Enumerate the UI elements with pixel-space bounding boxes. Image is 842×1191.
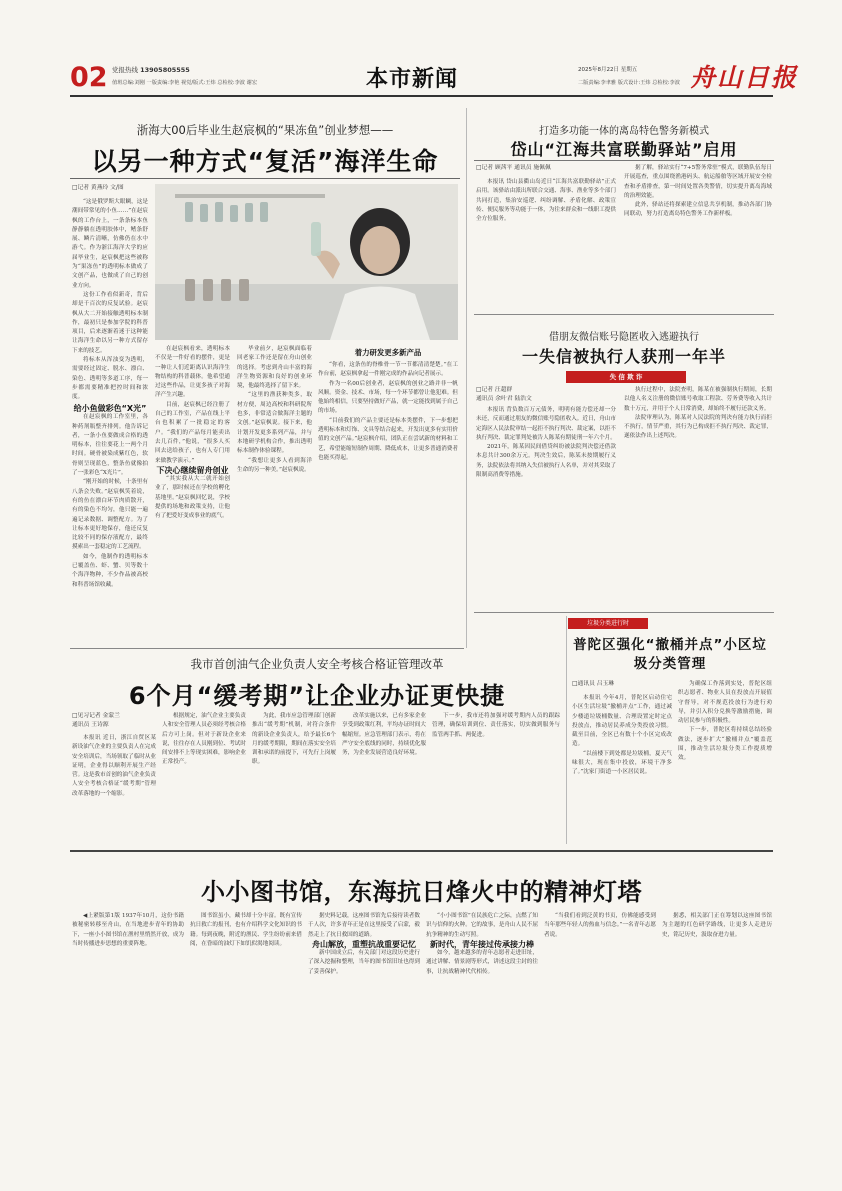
story3-col2 — [624, 386, 772, 604]
story5-byline: □见习记者 金蒙兰 通讯员 王诗源 — [72, 713, 120, 728]
story4-byline: □通讯员 吕玉琳 — [572, 681, 615, 687]
story5-p5: 下一步，我市还将加强对缓考期内人员的跟踪管理，确保培训到位、责任落实，切实做到服务与监管两手抓、两促进。 — [432, 713, 560, 738]
story4-col2 — [678, 680, 772, 842]
story2-bottom-rule — [474, 314, 774, 315]
story2-byline: □记者 顾茜平 通讯员 施佩佩 — [476, 165, 551, 171]
hotline-number: 13905805555 — [140, 66, 190, 74]
story5-col1 — [72, 734, 156, 842]
story5-p3: 为此，我市应急管理部门创新推出“缓考期”机制，对符合条件的新设企业负责人，给予最长6个月的缓考期限，期间在落实安全培训和承诺的前提下，可先行上岗履职。 — [252, 713, 336, 766]
story6-p3: 据史料记载，这座图书馆先后接待读者数千人次，许多青年正是在这里接受了启蒙，毅然走上了抗日救国的道路。 — [308, 913, 420, 938]
story6-subhead2: 新时代，青年接过传承接力棒 — [430, 939, 534, 949]
story4-title: 普陀区强化“撤桶并点”小区垃圾分类管理 — [573, 637, 767, 672]
story5-p4: 改革实施以来，已有多家企业享受到政策红利，平均办证时间大幅缩短。应急管理部门表示，将在严守安全底线的同时，持续优化服务，为企业发展营造良好环境。 — [342, 713, 426, 757]
story1-byline: □记者 黄燕玲 文/图 — [72, 185, 124, 191]
story5-col5 — [432, 712, 560, 842]
story1-p15: “目前我们的产品主要还是标本类摆件，下一步想把透明标本和灯饰、文具等结合起来，开发出更多有实用价值的文创产品。”赵宸枫介绍，团队正在尝试新的材料和工艺，希望能缩短制作周期、降低成本，让更多普通消费者也能买得起。 — [318, 417, 458, 461]
story5-title: 6个月“缓考期”让企业办证更快捷 — [128, 682, 506, 710]
story6-col6 — [662, 912, 772, 1148]
header-hotline — [112, 65, 190, 74]
story6-p4: 新中国成立后，有关部门对这段历史进行了深入挖掘和整理，当年的图书馆旧址也得到了妥善保护。 — [308, 950, 420, 975]
story3-byline: □记者 汪超群 通讯员 余叶君 陆浩文 — [476, 387, 532, 402]
story1-subhead2: 下决心继续留舟创业 — [156, 465, 229, 475]
story1-p8: 目前，赵宸枫已经注册了自己的工作室，产品在线上平台也积累了一批稳定的客户。“我们的产品每月能卖出去几百件，”他说，“很多人买回去送给孩子，也有人专门用来做教学演示。” — [155, 401, 230, 464]
story4-p1: 本报讯 今年4月，普陀区启动住宅小区生活垃圾“撤桶并点”工作，通过减少楼道垃圾桶数量、合理设置定时定点投放点，推动居民养成分类投放习惯。截至目前，全区已有数十个小区完成改造。 — [572, 695, 672, 748]
story1-p3: 将标本从浑浊变为透明，需要经过固定、脱水、漂白、染色、透明等多道工序，每一步都需要精准把控时间和浓度。 — [72, 357, 148, 401]
story5-col2 — [162, 712, 246, 842]
header-editors-right: 二版责编:李聿雅 版式设计:王炜 总检校:李波 — [578, 80, 680, 86]
story1-p6: 如今，他制作的透明标本已覆盖鱼、虾、蟹、贝等数十个海洋物种，不少作品被高校和科普场馆收藏。 — [72, 553, 148, 588]
story5-p2: 根据规定，油气企业主要负责人和安全管理人员必须经考核合格后方可上岗。但对于新设企业来说，往往存在人员刚到位、考试时间安排不上等现实困难，影响企业正常投产。 — [162, 713, 246, 766]
story4-badge: 垃圾分类进行时 — [568, 618, 648, 629]
story1-col5 — [318, 361, 458, 536]
story1-p5: “刚开始的时候，十条里有八条会失败。”赵宸枫笑着说，有的鱼在漂白环节肉质散开，有的染色不均匀，他只能一遍遍记录数据、调整配方。为了让标本更好地保存，他还反复比较不同的保存液配方，最终摸索出一套稳定的工艺流程。 — [72, 479, 148, 551]
story1-p13: “你看，这条鱼的脊椎骨一节一节都清清楚楚。”在工作台前，赵宸枫拿起一件刚完成的作品向记者展示。 — [318, 362, 458, 378]
lab-photo-illustration — [155, 184, 458, 340]
story1-photo — [155, 184, 458, 340]
story3-p4: 法院审理认为，陈某对人民法院的判决有能力执行而拒不执行，情节严重，其行为已构成拒不执行判决、裁定罪，遂依法作出上述判决。 — [624, 414, 772, 440]
story2-kicker: 打造多功能一体的离岛特色警务新模式 — [539, 126, 709, 137]
story6-p1: ◀上紧版第1版 1937年10月，这份书籍被秘密转移至舟山，在当地进步青年的协助下，一座小小图书馆在渔村里悄然开放，成为当时传播进步思想的重要阵地。 — [72, 913, 184, 947]
story1-kicker: 浙海大00后毕业生赵宸枫的“果冻鱼”创业梦想—— — [136, 123, 394, 137]
story4-p2: “以前楼下到处都是垃圾桶，夏天气味很大，现在集中投放，环境干净多了。”沈家门街道一小区居民说。 — [572, 750, 672, 776]
story5-top-rule — [70, 648, 464, 649]
story1-col3 — [155, 345, 230, 536]
story1-title-rule — [70, 178, 460, 179]
divider-lower — [566, 616, 567, 844]
story1-photo-caption: 着力研发更多新产品 — [354, 348, 422, 357]
story1-p11: “这里的渔获种类多，取材方便，周边高校和科研院所也多，非常适合做海洋主题的文创。”赵宸枫说。接下来，他计划开发更多系列产品，并与本地研学机构合作，推出透明标本制作体验课程。 — [237, 392, 312, 455]
story1-p9: “其实我从大二就开始创业了，那时候还在学校的孵化基地里。”赵宸枫回忆说，学校提供的场地和政策支持，让他有了把爱好变成事业的底气。 — [155, 476, 230, 520]
story5-p1: 本报讯 近日，浙江自贸区某新设油气企业的主要负责人在完成安全培训后，当场领取了临时从业证明，企业得以顺利开展生产经营。这是我市首创的油气企业负责人安全考核合格证“缓考期”管理改革落地的一个缩影。 — [72, 735, 156, 797]
story4-p4: 下一步，普陀区将持续总结经验做法，逐步扩大“撤桶并点”覆盖范围，推动生活垃圾分类工作提质增效。 — [678, 727, 772, 762]
story6-p8: 据悉，相关部门正在筹划以这座图书馆为主题的红色研学路线，让更多人走进历史，铭记历史，汲取奋进力量。 — [662, 913, 772, 938]
divider-main — [466, 108, 467, 648]
story1-subhead1: 给小鱼做彩色“X光” — [73, 404, 147, 413]
story3-tag: 失 信 欺 诈 — [566, 371, 686, 383]
story2-p3: 此外，驿站还将探索建立信息共享机制，推动各部门协同联动，努力打造离岛特色警务工作新样板。 — [624, 202, 772, 218]
hotline-label: 党报热线 — [112, 66, 138, 74]
story1-p12: “我想让更多人看到海洋生命的另一种美。”赵宸枫说。 — [237, 457, 312, 473]
story6-p5: “小小图书馆”在民族危亡之际，点燃了知识与信仰的火种。它的故事，是舟山人民不屈抗争精神的生动写照。 — [426, 913, 538, 938]
story1-col2-text — [72, 404, 148, 588]
story3-p3: 执行过程中，法院查明，陈某在被强制执行期间，长期以他人名义注册的微信账号收取工程款、劳务费等收入共计数十万元，并用于个人日常消费，却始终不履行还款义务。 — [624, 387, 772, 412]
story6-col1 — [72, 912, 184, 1148]
section-title: 本市新闻 — [365, 67, 458, 92]
story6-col5 — [544, 912, 656, 1148]
page-number: 02 — [70, 62, 108, 93]
story3-bottom-rule — [474, 612, 774, 613]
story1-p14: 作为一名00后创业者，赵宸枫的创业之路并非一帆风顺。资金、技术、市场，每一个环节都曾让他犯难。但他始终相信，只要坚持做好产品，就一定能找到属于自己的市场。 — [318, 380, 458, 415]
story2-title: 岱山“江海共富联勤驿站”启用 — [510, 140, 738, 159]
story6-top-rule — [70, 850, 773, 852]
paper-logo: 舟山日报 — [690, 63, 799, 92]
story2-col2 — [624, 164, 772, 303]
story1-title: 以另一种方式“复活”海洋生命 — [91, 147, 439, 176]
story1-col4 — [237, 345, 312, 536]
story6-col4 — [426, 912, 538, 1148]
story1-p1: “这是俄罗斯大眼鲷，这是潮间带常见的小鱼……”在赵宸枫的工作台上，一条条标本鱼静静躺在透明胶体中，鳍条舒展、鳞片清晰，仿佛仍在水中游弋。作为浙江海洋大学的应届毕业生，赵宸枫把这些被称为“果冻鱼”的透明标本做成了文创产品，也做成了自己的创业方向。 — [72, 199, 148, 289]
story6-p6: 如今，越来越多的青年志愿者走进旧址，通过讲解、情景剧等形式，讲述这段尘封的往事，让抗战精神代代相传。 — [426, 950, 538, 975]
story2-p2: 据了解，驿站实行“7+5警务常驻”模式，联勤队伍每日开展巡查，重点围绕渔港码头、航运船舶等区域开展安全检查和矛盾排查，第一时间处置各类警情，切实提升离岛海域的治理效能。 — [624, 165, 772, 199]
story5-col3 — [252, 712, 336, 842]
header-date: 2025年8月22日 星期五 — [578, 67, 638, 73]
story1-p7: 在赵宸枫看来，透明标本不仅是一件好看的摆件，更是一种让人们近距离认识海洋生物结构的科普载体。他希望通过这些作品，让更多孩子对海洋产生兴趣。 — [155, 346, 230, 399]
story2-col1 — [476, 178, 616, 303]
story3-kicker: 借朋友微信账号隐匿收入逃避执行 — [549, 332, 699, 343]
story6-col3 — [308, 912, 420, 1148]
story6-title: 小小图书馆，东海抗日烽火中的精神灯塔 — [201, 878, 642, 906]
story2-p1: 本报讯 岱山县衢山岛近日“江海共富联勤驿站”正式启用。该驿站由派出所联合交通、海事、渔业等多个部门共同打造，集治安巡逻、纠纷调解、矛盾化解、政策宣传、便民服务等功能于一体，为往来群众和一线职工提供全方位服务。 — [476, 179, 616, 223]
header-editors: 值班总编:刘刚 一版责编:李艳 视觉/版式:王炜 总检校:李波 谢宏 — [112, 80, 258, 86]
story4-col1 — [572, 694, 672, 842]
story4-p3: 为确保工作落到实处，普陀区组织志愿者、物业人员在投放点开展值守督导，对不规范投放行为进行劝导，并引入积分兑换等激励措施，调动居民参与的积极性。 — [678, 681, 772, 725]
story6-p2: 图书馆虽小，藏书却十分丰富。既有宣传抗日救亡的报刊，也有介绍科学文化知识的书籍。每到夜晚，附近的渔民、学生纷纷前来借阅，在昏暗的油灯下如饥似渴地阅读。 — [190, 913, 302, 947]
story1-p2: 这份工作看似新奇，背后却是千百次的反复试验。赵宸枫从大二开始接触透明标本制作，最初只是参加学院的科普项目，后来逐渐着迷于这种能让海洋生命以另一种方式留存下来的技艺。 — [72, 291, 148, 354]
story6-subhead1: 舟山解放，重塑抗战重要记忆 — [312, 939, 416, 949]
story3-p2: 2021年，陈某因民间借贷纠纷被法院判决偿还借款本息共计300余万元。判决生效后，陈某未按期履行义务，法院依法将其纳入失信被执行人名单，并对其采取了限制高消费等措施。 — [476, 444, 616, 479]
story6-p7: “当我们看到泛黄的书页，仿佛能感受到当年那些年轻人的热血与信念。”一名青年志愿者说。 — [544, 913, 656, 938]
story1-p10: 毕业前夕，赵宸枫面临着回老家工作还是留在舟山创业的选择。考虑到舟山丰富的海洋生物资源和良好的创业环境，他最终选择了留下来。 — [237, 346, 312, 390]
story2-rule — [474, 160, 774, 161]
story3-p1: 本报讯 背负数百万元债务，明明有能力偿还却一分未还，反而通过朋友的微信账号隐匿收入。近日，舟山市定海区人民法院审结一起拒不执行判决、裁定案，以拒不执行判决、裁定罪判处被告人陈某有期徒刑一年六个月。 — [476, 407, 616, 441]
story6-col2 — [190, 912, 302, 1148]
story5-kicker: 我市首创油气企业负责人安全考核合格证管理改革 — [190, 657, 444, 671]
header-rule — [70, 95, 773, 97]
story3-col1 — [476, 406, 616, 604]
story3-title: 一失信被执行人获刑一年半 — [521, 347, 726, 366]
story5-col4 — [342, 712, 426, 842]
story1-p4: 在赵宸枫的工作室里，各种药剂瓶整齐排列。他告诉记者，一条小鱼要做成合格的透明标本，往往要花上一两个月时间。硬骨被染成紫红色，软骨则呈现蓝色，整条鱼就像拍了一张彩色“X光片”。 — [72, 414, 148, 477]
